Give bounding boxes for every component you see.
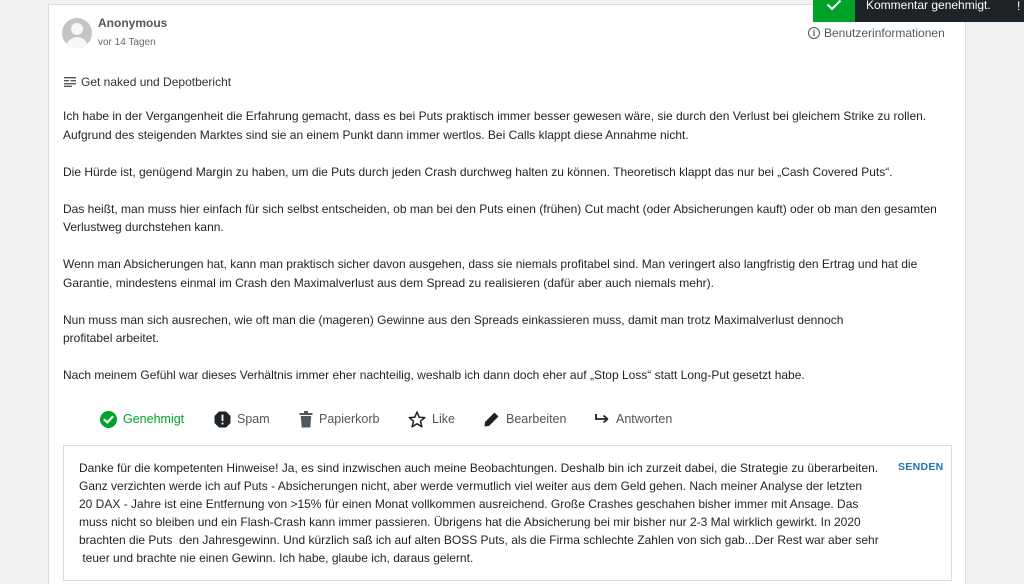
reply-text[interactable]: Danke für die kompetenten Hinweise! Ja, es sind inzwischen auch meine Beobachtungen. Deshalb bin ich zurzeit dabei, die Strategie zu überarbeiten. Ganz verzichten werde ich auf Puts - Absicherungen nicht, aber werde vermutlich viel weiter aus dem Geld gehen. Nach meiner Analyse der letzten 20 DAX - Jahre ist eine Entfernung von >15% für einen Monat vollkommen ausreichend. Große Crashes geschahen bisher immer mit Ansage. Das muss nicht so bleiben und ein Flash-Crash kann immer passieren. Übrigens hat die Absicherung bei mir bisher nur 2-3 Mal wirklich gewirkt. In 2020 brachten die Puts den Jahresgewinn. Und kürzlich saß ich auf alten BOSS Puts, als die Firma schlechte Zahlen von sich gab...Der Rest war aber sehr teuer und brachte nie einen Gewinn. Ich habe, glaube ich, daraus gelernt.	[79, 461, 879, 566]
reply-arrow-icon	[594, 412, 610, 426]
checkmark-circle-icon	[100, 411, 117, 428]
reply-textarea[interactable]	[63, 445, 952, 581]
toast-message: Kommentar genehmigt.	[866, 0, 991, 12]
comment-paragraph: Ich habe in der Vergangenheit die Erfahrung gemacht, dass es bei Puts praktisch immer besser gewesen wäre, sie durch den Verlust bei gleichem Strike zu rollen. Aufgrund des steigenden Marktes sind sie an einem Punkt dann immer wertlos. Bei Calls klappt diese Annahme nicht.	[63, 109, 927, 142]
approved-button[interactable]	[100, 411, 214, 428]
success-badge	[813, 0, 855, 22]
comment-content	[63, 107, 943, 403]
info-icon: i	[808, 27, 820, 39]
notification-toast	[813, 0, 1024, 22]
edit-button[interactable]	[483, 411, 594, 428]
trash-button[interactable]	[299, 411, 408, 428]
send-button[interactable]: SENDEN	[898, 461, 944, 473]
comment-paragraph: Die Hürde ist, genügend Margin zu haben, um die Puts durch jeden Crash durchweg halten zu können. Theoretisch klappt das nur bei „Cash Covered Puts“.	[63, 164, 893, 179]
comment-paragraph: Nach meinem Gefühl war dieses Verhältnis immer eher nachteilig, weshalb ich dann doch eher auf „Stop Loss“ statt Long-Put gesetzt habe.	[63, 368, 805, 382]
spam-icon	[214, 411, 231, 428]
post-title-link[interactable]	[64, 75, 231, 89]
user-info-label: Benutzerinformationen	[824, 26, 945, 40]
comment-paragraph: Wenn man Absicherungen hat, kann man praktisch sicher davon ausgehen, dass sie niemals profitabel sind. Man veringert also langfristig den Ertrag und hat die Garantie, mindestens einmal im Crash den Maximalverlust aus dem Spread zu realisieren (dafür aber auch niemals mehr).	[63, 257, 918, 290]
spam-label: Spam	[237, 412, 270, 426]
like-label: Like	[432, 412, 455, 426]
like-button[interactable]	[408, 411, 483, 428]
edit-label: Bearbeiten	[506, 412, 567, 426]
user-info-link[interactable]	[808, 26, 945, 40]
spam-button[interactable]	[214, 411, 299, 428]
comment-actions	[100, 409, 672, 429]
reply-label: Antworten	[616, 412, 673, 426]
checkmark-icon	[826, 0, 842, 12]
comment-card	[48, 4, 966, 584]
avatar	[62, 18, 92, 48]
comment-paragraph: Das heißt, man muss hier einfach für sich selbst entscheiden, ob man bei den Puts einen (frühen) Cut macht (oder Absicherungen kauft) oder ob man den gesamten Verlustweg durchstehen kann.	[63, 201, 937, 234]
pencil-icon	[483, 411, 500, 428]
post-title: Get naked und Depotbericht	[81, 75, 232, 89]
reply-button[interactable]	[594, 412, 672, 426]
post-icon	[64, 77, 76, 87]
star-icon	[408, 411, 426, 428]
comment-paragraph: Nun muss man sich ausrechen, wie oft man die (mageren) Gewinne aus den Spreads einkassieren muss, damit man trotz Maximalverlust dennoch profitabel arbeitet.	[63, 312, 844, 345]
approved-label: Genehmigt	[123, 412, 185, 426]
toast-close[interactable]: !	[1017, 0, 1021, 13]
trash-icon	[299, 411, 313, 428]
trash-label: Papierkorb	[319, 412, 380, 426]
comment-date: vor 14 Tagen	[98, 37, 156, 48]
comment-author: Anonymous	[98, 16, 168, 30]
